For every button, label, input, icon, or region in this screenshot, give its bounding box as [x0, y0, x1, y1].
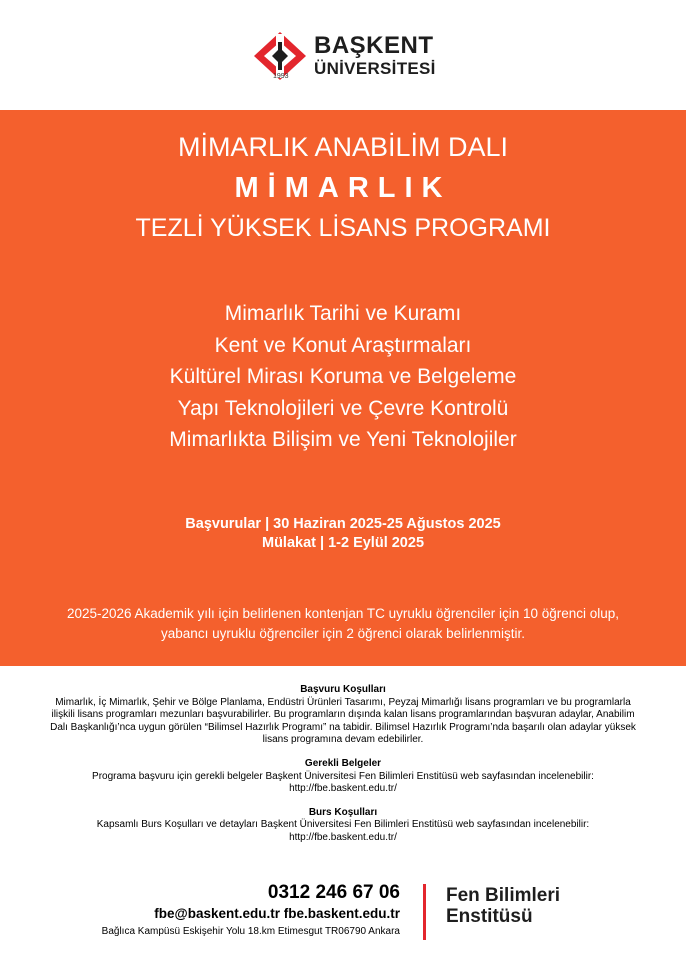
footer [0, 878, 686, 948]
institute-name [446, 885, 560, 927]
conditions-line: lisans programına devam edebilirler. [262, 734, 424, 746]
footer-divider [423, 884, 426, 940]
important-dates [0, 515, 686, 553]
research-area: Kültürel Mirası Koruma ve Belgeleme [169, 365, 517, 388]
contact-phone[interactable]: 0312 246 67 06 [267, 882, 400, 903]
conditions-line: ilişkili lisans programları mezunları başvurabilirler. Bu programların dışında kalan lisans programlarından başvuran adaylar, Anabilim [51, 709, 635, 721]
scholarship-text: Kapsamlı Burs Koşulları ve detayları Başkent Üniversitesi Fen Bilimleri Enstitüsü web sayfasından incelenebilir: [96, 819, 590, 831]
conditions-line: Mimarlık, İç Mimarlık, Şehir ve Bölge Planlama, Endüstri Ürünleri Tasarımı, Peyzaj Mimarlığı lisans programları ve bu programlarla [55, 696, 631, 708]
research-area: Mimarlık Tarihi ve Kuramı [224, 302, 462, 325]
header [0, 0, 686, 110]
program-type: TEZLİ YÜKSEK LİSANS PROGRAMI [135, 214, 551, 242]
department-title: MİMARLIK ANABİLİM DALI [177, 132, 509, 162]
contact-email-web[interactable]: fbe@baskent.edu.tr fbe.baskent.edu.tr [154, 906, 400, 921]
logo-year: 1993 [273, 73, 289, 80]
quota-line: 2025-2026 Akademik yılı için belirlenen kontenjan TC uyruklu öğrenciler için 10 öğrenci olup, [66, 606, 620, 621]
scholarship-link[interactable]: http://fbe.baskent.edu.tr/ [289, 831, 397, 843]
required-documents [30, 758, 656, 796]
conditions-line: Dalı Başkanlığı’nca uygun görülen “Bilimsel Hazırlık Programı” na tabidir. Bilimsel Hazırlık Programı’nda başarılı olan adaylar yüksek [50, 721, 636, 733]
program-name: MİMARLIK [234, 172, 452, 204]
documents-link[interactable]: http://fbe.baskent.edu.tr/ [289, 783, 397, 795]
program-banner [0, 110, 686, 666]
research-areas [0, 298, 686, 456]
research-area: Kent ve Konut Araştırmaları [214, 333, 472, 357]
documents-text: Programa başvuru için gerekli belgeler Başkent Üniversitesi Fen Bilimleri Enstitüsü web sayfasından incelenebilir: [92, 770, 594, 782]
logo-name-line2: ÜNİVERSİTESİ [314, 59, 436, 78]
interview-dates: Mülakat | 1-2 Eylül 2025 [261, 535, 425, 551]
scholarship-title: Burs Koşulları [308, 806, 378, 818]
documents-title: Gerekli Belgeler [304, 757, 382, 769]
university-logo [252, 30, 442, 86]
application-dates: Başvurular | 30 Haziran 2025-25 Ağustos 2025 [185, 516, 501, 532]
application-conditions [30, 684, 656, 747]
logo-name-line1: BAŞKENT [314, 32, 434, 59]
institute-line1: Fen Bilimleri [446, 885, 561, 906]
info-section [30, 684, 656, 856]
quota-text [20, 604, 666, 644]
contact-address: Bağlıca Kampüsü Eskişehir Yolu 18.km Etimesgut TR06790 Ankara [101, 926, 400, 937]
institute-line2: Enstitüsü [446, 906, 533, 927]
research-area: Mimarlıkta Bilişim ve Yeni Teknolojiler [169, 428, 517, 451]
research-area: Yapı Teknolojileri ve Çevre Kontrolü [177, 396, 509, 420]
scholarship-conditions [30, 807, 656, 845]
quota-line: yabancı uyruklu öğrenciler için 2 öğrenci olarak belirlenmiştir. [161, 626, 525, 641]
conditions-title: Başvuru Koşulları [300, 684, 386, 695]
